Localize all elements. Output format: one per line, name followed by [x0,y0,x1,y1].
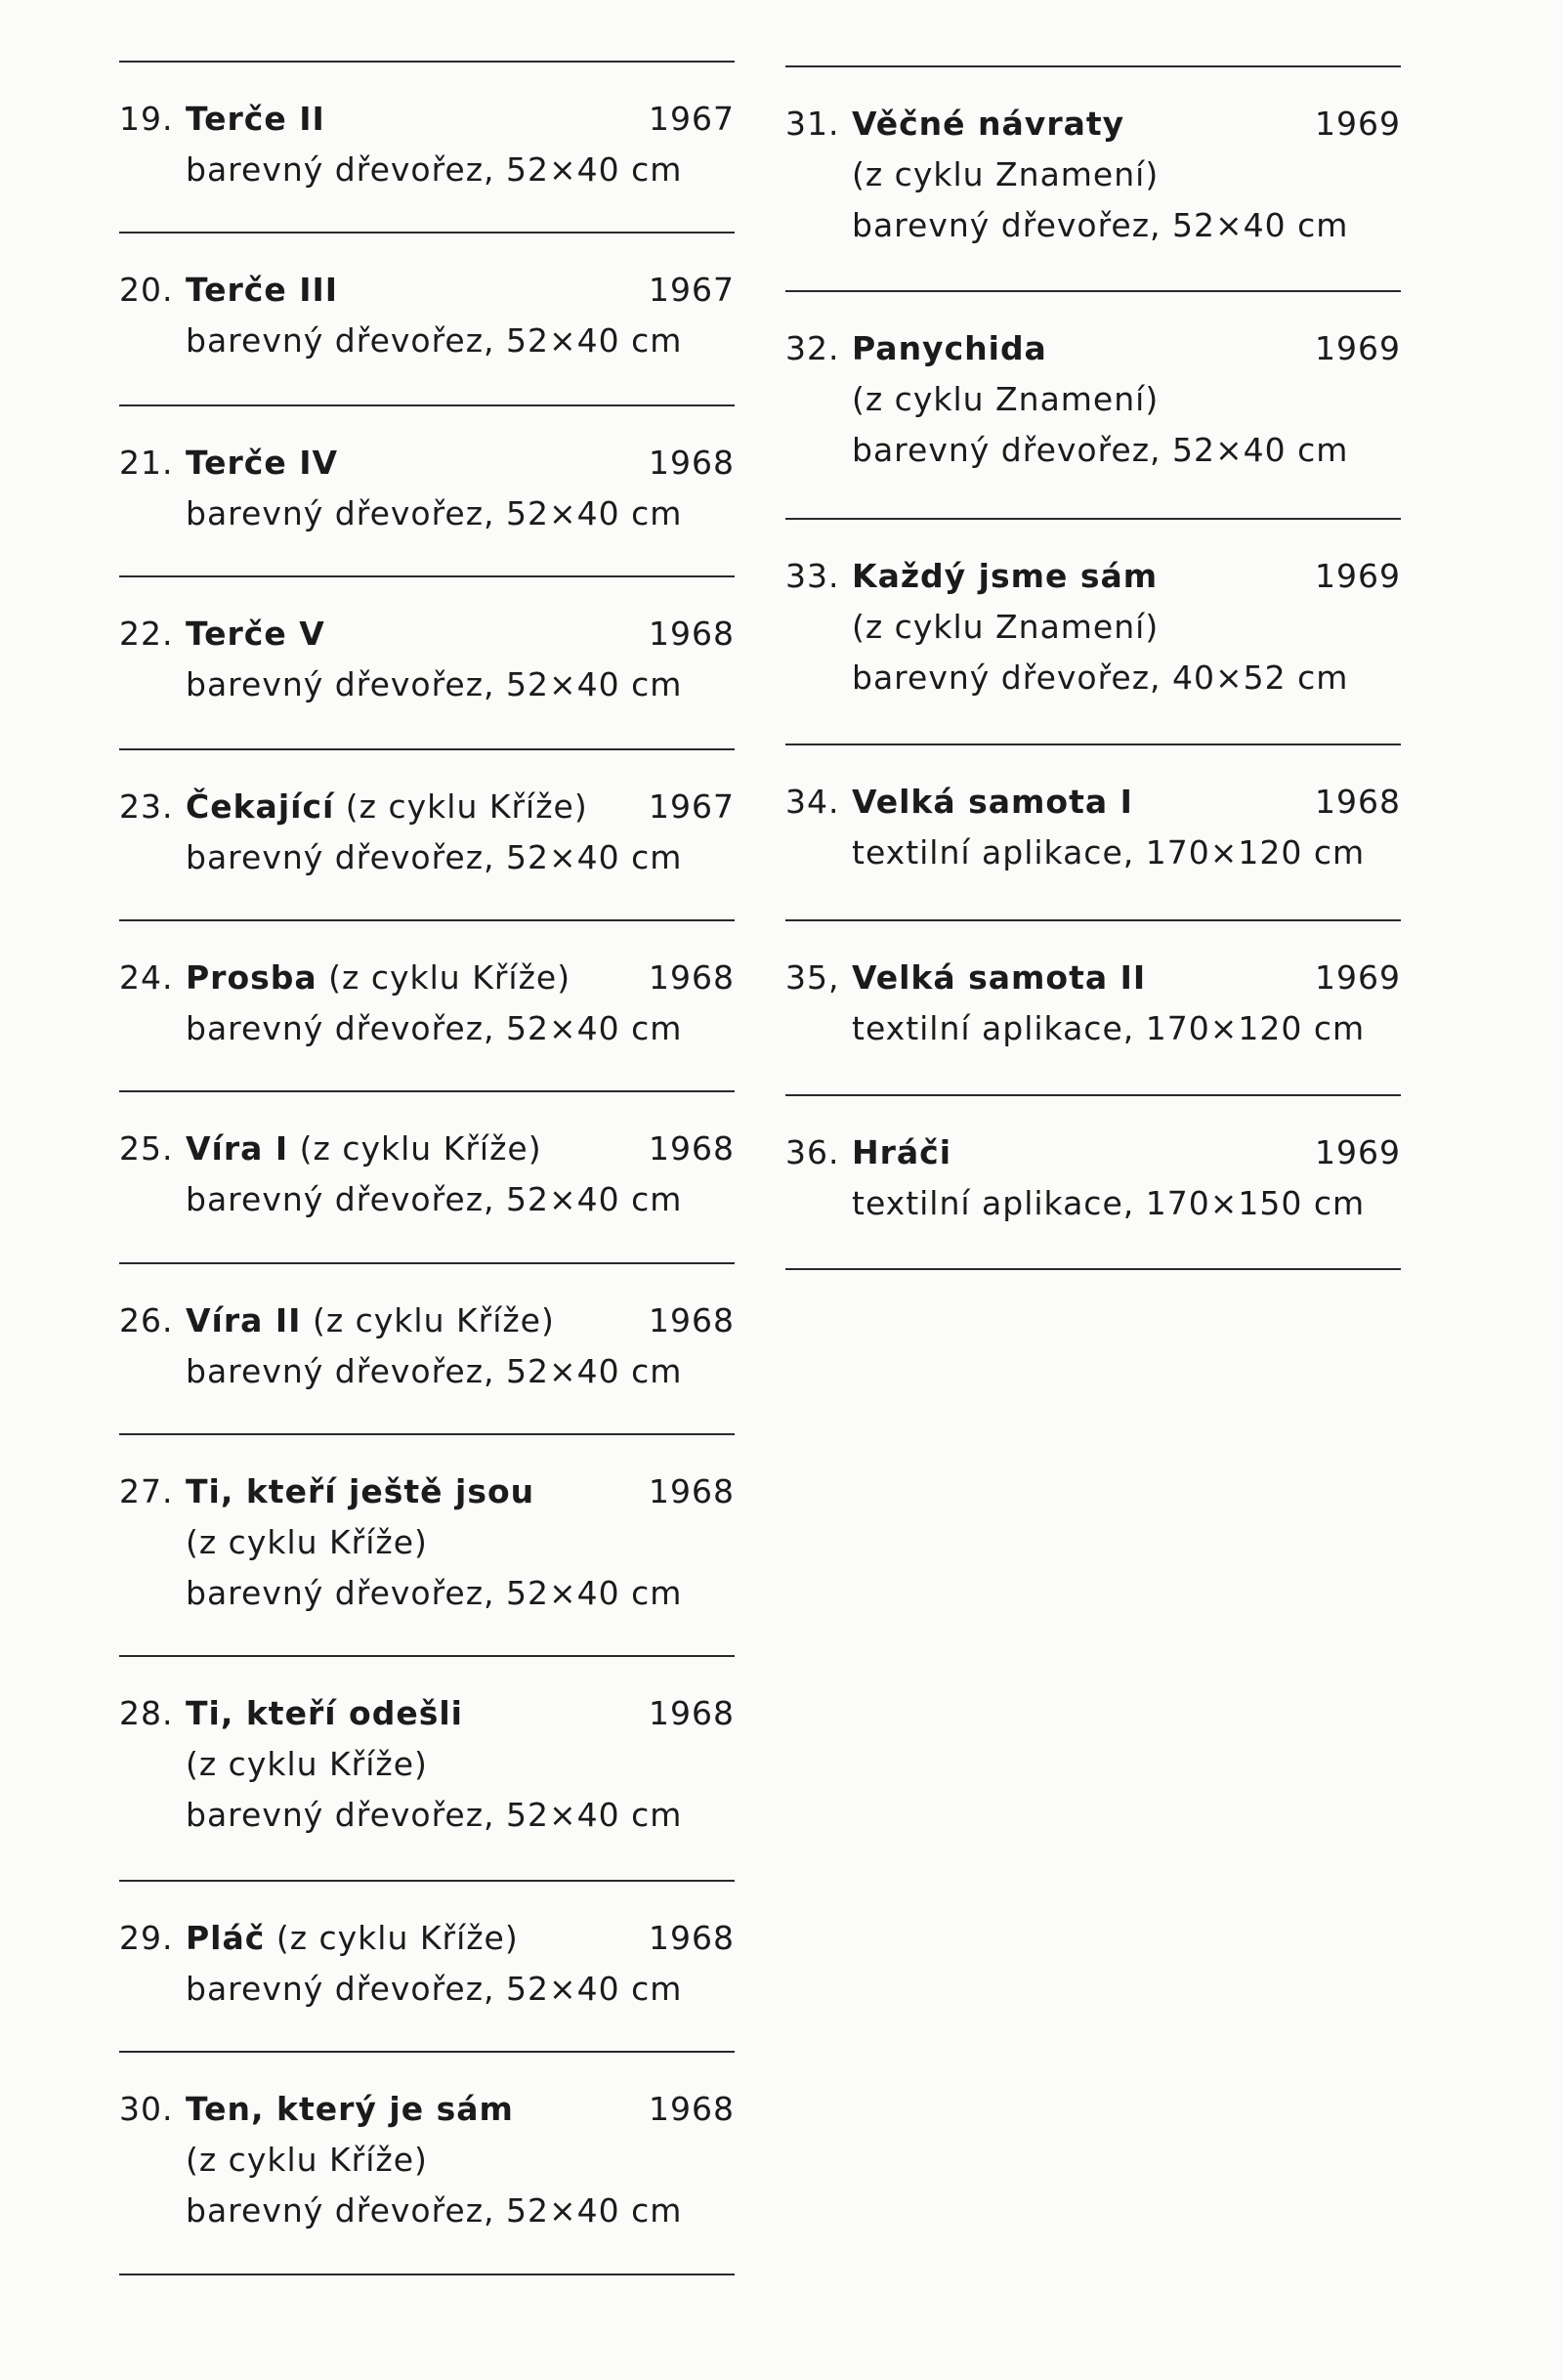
entry-title-text [186,609,325,659]
entry-number: 36. [785,1133,840,1171]
entry-title: Čekající [186,787,335,826]
entry-title-line [785,953,1401,1003]
divider-rule [119,61,735,63]
entry-medium: barevný dřevořez, 52×40 cm [186,1796,683,1834]
catalogue-entry [785,953,1401,1054]
entry-title: Víra II [186,1301,302,1339]
catalogue-entry [119,265,735,366]
entry-title-line [119,1913,735,1964]
entry-cycle-line: (z cyklu Kříže) [186,2141,428,2179]
entry-number: 24. [119,958,174,997]
entry-number: 32. [785,329,840,367]
divider-rule [119,1262,735,1264]
entry-title-text [852,953,1146,1003]
entry-title-line [785,323,1401,374]
entry-cycle: (z cyklu Kříže) [334,787,588,826]
divider-rule [119,748,735,750]
entry-title-line [785,1127,1401,1178]
divider-rule [119,919,735,921]
catalogue-entry [785,99,1401,251]
entry-title-text [852,323,1047,374]
entry-cycle-line: (z cyklu Kříže) [186,1523,428,1561]
entry-title-text [186,1466,534,1517]
entry-title-text [186,265,338,316]
catalogue-entry [119,953,735,1054]
entry-title-text [186,1913,519,1964]
entry-number: 26. [119,1301,174,1339]
entry-year: 1969 [1315,958,1401,997]
entry-title-line [119,609,735,659]
catalogue-entry [119,782,735,883]
divider-rule [119,1880,735,1882]
entry-number: 21. [119,444,174,482]
entry-title-line [119,1124,735,1174]
entry-number: 35, [785,958,840,997]
entry-title: Velká samota II [852,958,1147,997]
entry-year: 1967 [649,787,735,826]
divider-rule [119,575,735,577]
entry-title: Pláč [186,1919,266,1957]
entry-number: 29. [119,1919,174,1957]
entry-medium: textilní aplikace, 170×120 cm [852,833,1366,871]
entry-title-line [119,1296,735,1346]
entry-title: Hráči [852,1133,952,1171]
divider-rule [785,65,1401,67]
entry-cycle-line: (z cyklu Znamení) [852,608,1160,646]
entry-number: 28. [119,1694,174,1732]
entry-title-line [119,94,735,145]
entry-medium: barevný dřevořez, 52×40 cm [186,1574,683,1612]
entry-medium: textilní aplikace, 170×120 cm [852,1009,1366,1047]
divider-rule [785,744,1401,745]
entry-medium: barevný dřevořez, 52×40 cm [186,150,683,189]
entry-title-text [852,777,1133,828]
entry-medium: barevný dřevořez, 52×40 cm [852,206,1349,244]
entry-title-line [119,953,735,1003]
divider-rule [119,232,735,234]
entry-title: Každý jsme sám [852,557,1159,595]
entry-medium: textilní aplikace, 170×150 cm [852,1184,1366,1222]
catalogue-entry [119,94,735,195]
catalogue-entry [119,1296,735,1397]
entry-year: 1968 [649,1694,735,1732]
entry-medium: barevný dřevořez, 52×40 cm [186,2191,683,2230]
divider-rule [785,518,1401,520]
entry-title: Ten, který je sám [186,2090,514,2128]
entry-title-text [186,94,325,145]
entry-year: 1969 [1315,105,1401,143]
entry-number: 30. [119,2090,174,2128]
entry-title-line [785,777,1401,828]
entry-title-text [186,1124,542,1174]
divider-rule [785,919,1401,921]
entry-title-line [119,782,735,832]
entry-title-text [186,2084,514,2135]
divider-rule [785,1268,1401,1270]
entry-cycle: (z cyklu Kříže) [301,1301,555,1339]
entry-title: Víra I [186,1129,289,1168]
entry-year: 1968 [649,1301,735,1339]
entry-title: Prosba [186,958,317,997]
entry-year: 1968 [649,1472,735,1510]
catalogue-entry [119,1913,735,2015]
entry-number: 19. [119,100,174,138]
entry-year: 1968 [649,958,735,997]
divider-rule [119,2274,735,2275]
entry-year: 1968 [649,1129,735,1168]
entry-number: 22. [119,615,174,653]
entry-title: Věčné návraty [852,105,1125,143]
entry-medium: barevný dřevořez, 40×52 cm [852,659,1349,697]
entry-title-text [852,99,1124,149]
catalogue-entry [119,2084,735,2236]
entry-cycle-line: (z cyklu Kříže) [186,1745,428,1783]
catalogue-entry [119,609,735,710]
entry-title-line [119,1688,735,1739]
entry-cycle: (z cyklu Kříže) [265,1919,519,1957]
catalogue-entry [785,551,1401,703]
entry-year: 1969 [1315,1133,1401,1171]
entry-title-line [119,2084,735,2135]
entry-title-line [119,265,735,316]
entry-title: Ti, kteří ještě jsou [186,1472,535,1510]
entry-title-text [852,1127,951,1178]
entry-medium: barevný dřevořez, 52×40 cm [186,665,683,703]
entry-number: 23. [119,787,174,826]
entry-year: 1967 [649,271,735,309]
entry-title: Ti, kteří odešli [186,1694,463,1732]
catalogue-entry [785,323,1401,476]
catalogue-entry [119,1124,735,1225]
entry-title-line [785,99,1401,149]
entry-cycle: (z cyklu Kříže) [288,1129,542,1168]
catalogue-entry [119,438,735,539]
entry-year: 1969 [1315,557,1401,595]
entry-title-line [119,1466,735,1517]
entry-title-line [119,438,735,489]
divider-rule [785,1094,1401,1096]
entry-title-line [785,551,1401,602]
entry-number: 33. [785,557,840,595]
entry-year: 1969 [1315,329,1401,367]
entry-title-text [186,1296,555,1346]
entry-title: Terče III [186,271,339,309]
entry-cycle-line: (z cyklu Znamení) [852,380,1160,418]
entry-title: Terče IV [186,444,339,482]
entry-title: Panychida [852,329,1047,367]
entry-title-text [186,1688,463,1739]
entry-cycle: (z cyklu Kříže) [317,958,571,997]
catalogue-entry [785,777,1401,878]
divider-rule [119,2051,735,2053]
entry-year: 1967 [649,100,735,138]
catalogue-entry [785,1127,1401,1229]
entry-number: 34. [785,783,840,821]
divider-rule [785,290,1401,292]
entry-medium: barevný dřevořez, 52×40 cm [186,1352,683,1390]
entry-cycle-line: (z cyklu Znamení) [852,155,1160,193]
entry-medium: barevný dřevořez, 52×40 cm [852,431,1349,469]
entry-year: 1968 [649,615,735,653]
divider-rule [119,404,735,406]
entry-title-text [186,782,588,832]
entry-year: 1968 [649,2090,735,2128]
entry-year: 1968 [1315,783,1401,821]
catalogue-entry [119,1688,735,1841]
entry-medium: barevný dřevořez, 52×40 cm [186,1970,683,2008]
entry-medium: barevný dřevořez, 52×40 cm [186,1009,683,1047]
entry-number: 20. [119,271,174,309]
catalogue-entry [119,1466,735,1619]
entry-medium: barevný dřevořez, 52×40 cm [186,321,683,360]
entry-title-text [852,551,1158,602]
divider-rule [119,1655,735,1657]
entry-title-text [186,953,570,1003]
entry-year: 1968 [649,1919,735,1957]
entry-medium: barevný dřevořez, 52×40 cm [186,838,683,876]
entry-number: 27. [119,1472,174,1510]
entry-title: Terče II [186,100,325,138]
divider-rule [119,1090,735,1092]
entry-year: 1968 [649,444,735,482]
entry-medium: barevný dřevořez, 52×40 cm [186,1180,683,1218]
entry-number: 25. [119,1129,174,1168]
entry-title: Velká samota I [852,783,1133,821]
entry-medium: barevný dřevořez, 52×40 cm [186,494,683,532]
entry-title-text [186,438,338,489]
divider-rule [119,1433,735,1435]
entry-title: Terče V [186,615,325,653]
entry-number: 31. [785,105,840,143]
